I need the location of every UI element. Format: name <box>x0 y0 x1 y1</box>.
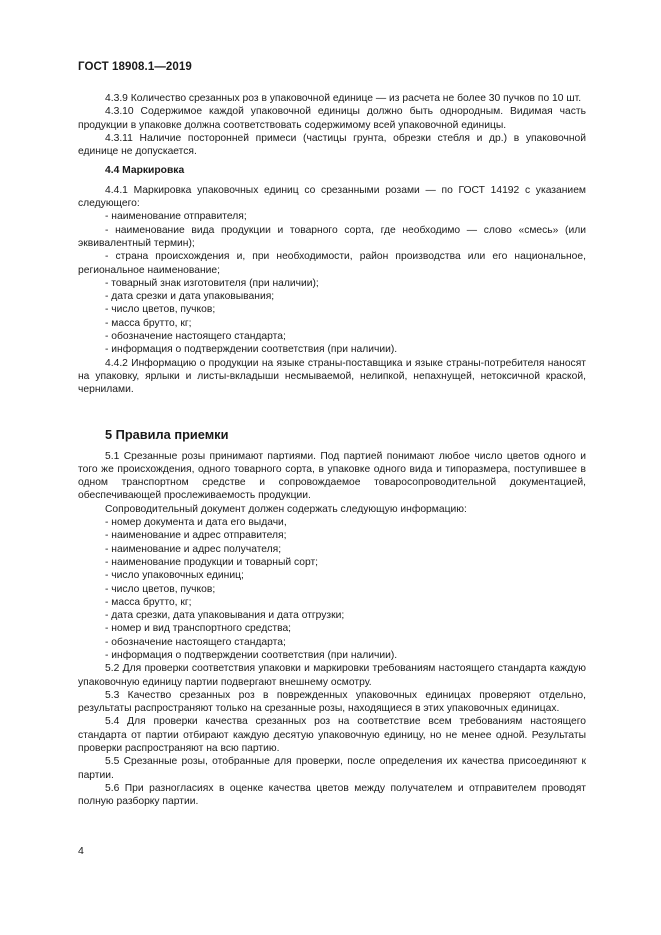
list-item: - информация о подтверждении соответствия (при наличии). <box>105 344 398 356</box>
section-heading-5: 5 Правила приемки <box>105 426 229 442</box>
paragraph-5-3: 5.3 Качество срезанных роз в поврежденных упаковочных единицах проверяют отдельно, результаты распространяют только на срезанные розы, находящиеся в этих упаковочных единицах. <box>78 689 586 715</box>
paragraph-5-4: 5.4 Для проверки качества срезанных роз на соответствие всем требованиям настоящего стандарта от партии отбирают каждую десятую упаковочную единицу, но не менее одной. Результаты проверки распространяют на всю партию. <box>78 716 586 755</box>
list-item: - наименование и адрес получателя; <box>105 543 282 555</box>
list-item: - наименование и адрес отправителя; <box>105 530 287 542</box>
paragraph-5-2: 5.2 Для проверки соответствия упаковки и маркировки требованиям настоящего стандарта каждую упаковочную единицу партии подвергают внешнему осмотру. <box>78 663 586 688</box>
list-item: - число упаковочных единиц; <box>105 570 244 582</box>
subsection-heading-4-4: 4.4 Маркировка <box>105 165 185 177</box>
paragraph-5-1-document: Сопроводительный документ должен содержать следующую информацию: <box>105 503 467 515</box>
paragraph-5-1: 5.1 Срезанные розы принимают партиями. Под партией понимают любое число цветов одного и того же происхождения, одного товарного сорта, в упаковке одного вида и типоразмера, поступившее в одном транспортном средстве и сопровождаемое товаросопроводительной документацией, обеспечивающей прослеживаемость продукции. <box>78 450 586 502</box>
paragraph-5-6: 5.6 При разногласиях в оценке качества цветов между получателем и отправителем проводят полную разборку партии. <box>78 782 586 808</box>
list-item: - номер и вид транспортного средства; <box>105 623 292 635</box>
paragraph-4-3-11: 4.3.11 Наличие посторонней примеси (частицы грунта, обрезки стебля и др.) в упаковочной единице не допускается. <box>78 132 586 158</box>
list-item: - дата срезки и дата упаковывания; <box>105 291 275 303</box>
paragraph-4-3-9: 4.3.9 Количество срезанных роз в упаковочной единице — из расчета не более 30 пучков по 10 шт. <box>105 93 582 104</box>
list-item: - масса брутто, кг; <box>105 596 192 608</box>
list-item: - страна происхождения и, при необходимости, район производства или его национальное, региональное наименование; <box>78 251 586 276</box>
list-item: - наименование продукции и товарный сорт; <box>105 556 319 568</box>
document-header: ГОСТ 18908.1—2019 <box>78 61 192 73</box>
list-item: - наименование вида продукции и товарного сорта, где необходимо — слово «смесь» (или эквивалентный термин); <box>78 224 586 249</box>
list-item: - число цветов, пучков; <box>105 304 216 316</box>
marking-list <box>78 210 586 356</box>
paragraph-5-5: 5.5 Срезанные розы, отобранные для проверки, после определения их качества присоединяют к партии. <box>78 756 586 781</box>
list-item: - обозначение настоящего стандарта; <box>105 636 286 648</box>
list-item: - обозначение настоящего стандарта; <box>105 331 286 343</box>
paragraph-4-4-2: 4.4.2 Информацию о продукции на языке страны-поставщика и языке страны-потребителя наносят на упаковку, ярлыки и листы-вкладыши несмываемой, нелипкой, непахнущей, нетоксичной краской, чернилами. <box>78 357 586 396</box>
list-item: - товарный знак изготовителя (при наличии); <box>105 277 319 289</box>
list-item: - наименование отправителя; <box>105 211 247 223</box>
list-item: - номер документа и дата его выдачи, <box>105 517 287 529</box>
document-info-list <box>78 516 586 662</box>
list-item: - дата срезки, дата упаковывания и дата отгрузки; <box>105 610 345 622</box>
list-item: - масса брутто, кг; <box>105 317 192 329</box>
page-number: 4 <box>78 845 84 857</box>
paragraph-4-3-10: 4.3.10 Содержимое каждой упаковочной единицы должно быть однородным. Видимая часть продукции в упаковке должна соответствовать содержимому всей упаковочной единицы. <box>78 106 586 131</box>
list-item: - информация о подтверждении соответствия (при наличии). <box>105 649 398 661</box>
document-body <box>78 92 586 809</box>
list-item: - число цветов, пучков; <box>105 583 216 595</box>
paragraph-4-4-1: 4.4.1 Маркировка упаковочных единиц со срезанными розами — по ГОСТ 14192 с указанием следующего: <box>78 184 586 210</box>
